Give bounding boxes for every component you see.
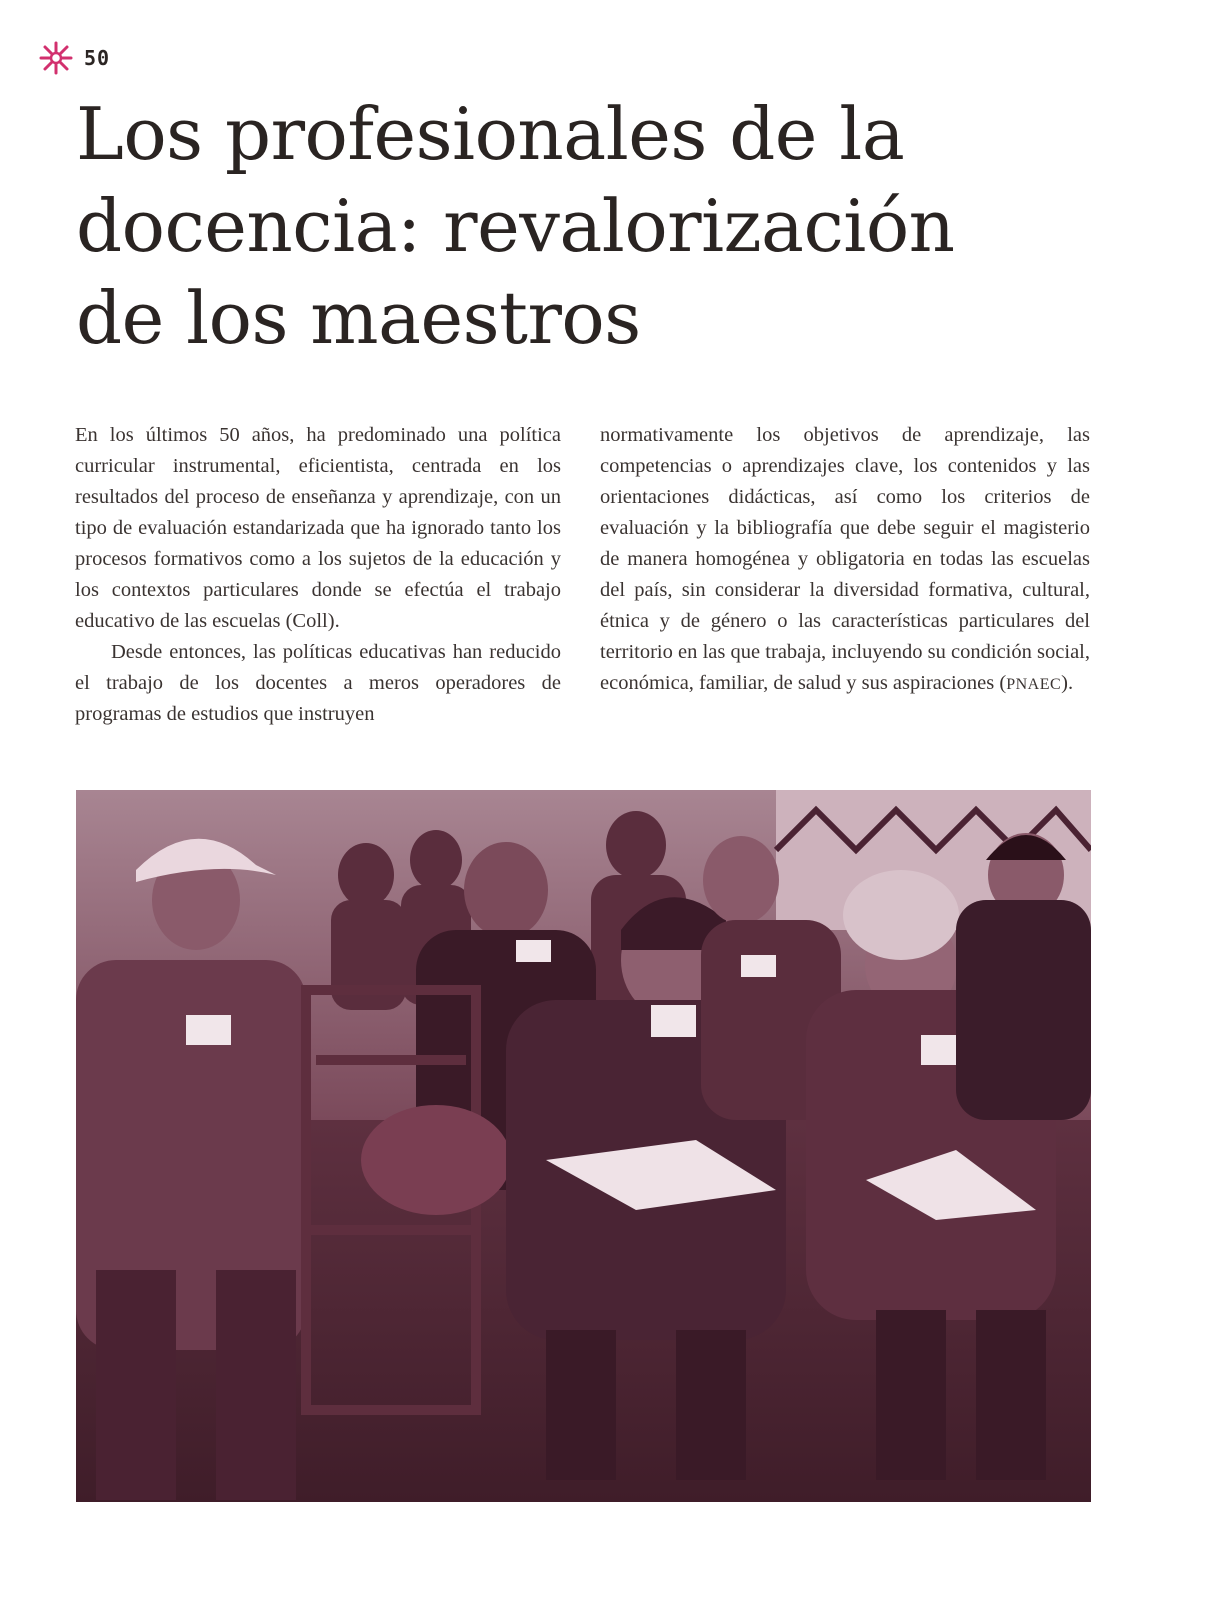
right-column bbox=[600, 420, 1090, 700]
classroom-photo bbox=[76, 790, 1091, 1502]
classroom-photo-illustration bbox=[76, 790, 1091, 1502]
right-paragraph-text: normativamente los objetivos de aprendizaje, las competencias o aprendizajes clave, los contenidos y las orientaciones didácticas, así como los criterios de evaluación y la bibliografía que debe seguir el magisterio de manera homogénea y obligatoria en todas las escuelas del país, sin considerar la diversidad formativa, cultural, étnica y de género o las características particulares del territorio en las que trabaja, incluyendo su condición social, económica, familiar, de salud y sus aspiraciones ( bbox=[600, 424, 1090, 694]
title-line-1: Los profesionales de la bbox=[76, 92, 905, 176]
left-paragraph-1: En los últimos 50 años, ha predominado una política curricular instrumental, eficientista, centrada en los resultados del proceso de enseñanza y aprendizaje, con un tipo de evaluación estandarizada que ha ignorado tanto los procesos formativos como a los sujetos de la educación y los contextos particulares donde se efectúa el trabajo educativo de las escuelas (Coll). bbox=[75, 424, 561, 632]
title-line-3: de los maestros bbox=[76, 276, 641, 360]
title-line-2: docencia: revalorización bbox=[76, 184, 955, 268]
left-paragraph-2: Desde entonces, las políticas educativas han reducido el trabajo de los docentes a meros operadores de programas de estudios que instruyen bbox=[75, 641, 561, 725]
left-column bbox=[75, 420, 561, 730]
asterisk-flower-icon bbox=[38, 40, 74, 76]
page-number: 50 bbox=[84, 46, 111, 70]
page-title bbox=[76, 88, 1136, 364]
right-paragraph-1 bbox=[600, 420, 1090, 700]
right-paragraph-end: ). bbox=[1061, 672, 1074, 694]
pnaec-abbreviation: PNAEC bbox=[1006, 676, 1062, 693]
page-header bbox=[38, 40, 110, 76]
